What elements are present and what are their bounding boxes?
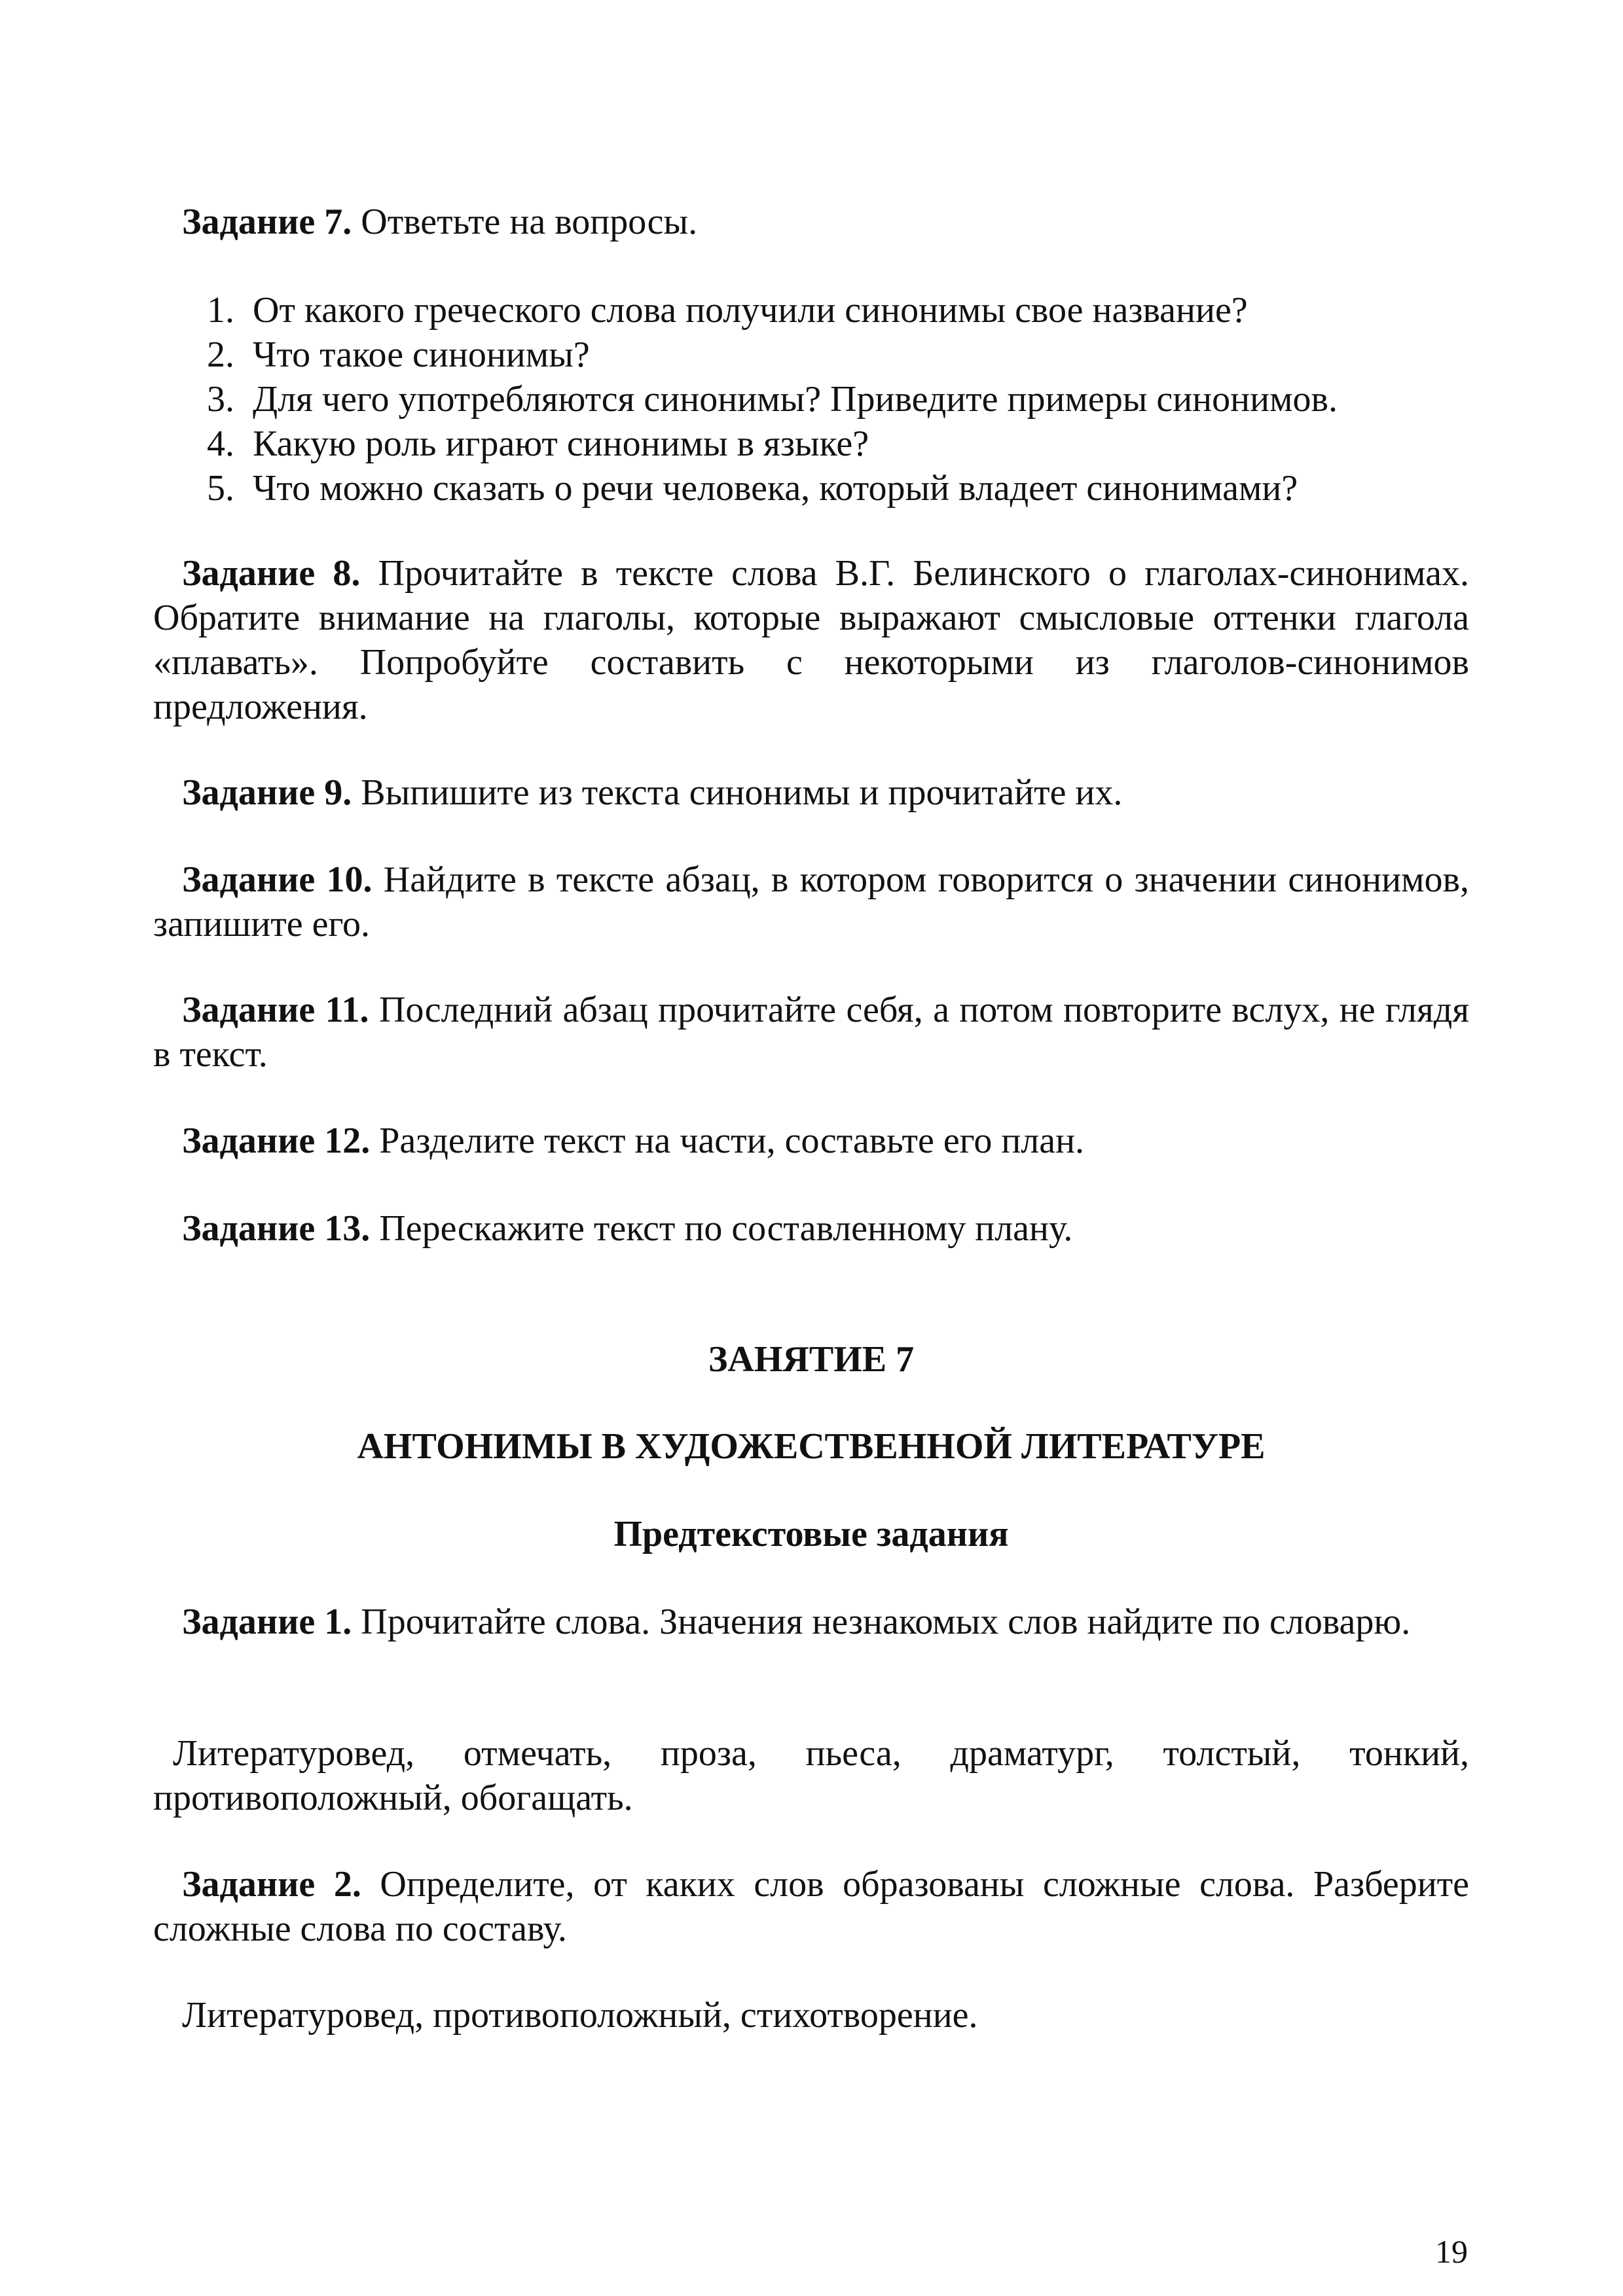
task-12-text: Разделите текст на части, составьте его план. (379, 1121, 1085, 1161)
lesson-subtitle: Предтекстовые задания (613, 1514, 1009, 1554)
task-7-label: Задание 7. (182, 202, 352, 242)
list-item: 1. От какого греческого слова получили синонимы свое название? (207, 290, 1248, 331)
task-13-label: Задание 13. (182, 1208, 371, 1249)
task-7 (153, 200, 1469, 244)
list-item: 4. Какую роль играют синонимы в языке? (207, 423, 869, 464)
task-9-text: Выпишите из текста синонимы и прочитайте их. (361, 772, 1123, 813)
task-11-label: Задание 11. (182, 990, 369, 1030)
lesson-number: ЗАНЯТИЕ 7 (708, 1339, 915, 1380)
task-2-text: Определите, от каких слов образованы сложные слова. Разберите сложные слова по составу. (153, 1864, 1470, 1949)
task-2-label: Задание 2. (182, 1864, 361, 1905)
word-list-1: Литературовед, отмечать, проза, пьеса, драматург, толстый, тонкий, противоположный, обогащать. (153, 1733, 1469, 1818)
task-9 (153, 770, 1469, 815)
task-12 (153, 1119, 1469, 1163)
questions-list (207, 288, 1469, 511)
task-10-label: Задание 10. (182, 859, 373, 900)
list-item: 5. Что можно сказать о речи человека, который владеет синонимами? (207, 468, 1298, 509)
task-8-label: Задание 8. (182, 553, 361, 594)
task-11-text: Последний абзац прочитайте себя, а потом повторите вслух, не глядя в текст. (153, 990, 1469, 1075)
task-7-text: Ответьте на вопросы. (361, 202, 698, 242)
task-8 (153, 551, 1469, 729)
task-10-text: Найдите в тексте абзац, в котором говорится о значении синонимов, запишите его. (153, 859, 1469, 944)
task-10 (153, 857, 1469, 946)
task-11 (153, 988, 1469, 1077)
list-item: 2. Что такое синонимы? (207, 334, 590, 375)
task-1-label: Задание 1. (182, 1602, 352, 1642)
lesson-title: АНТОНИМЫ В ХУДОЖЕСТВЕННОЙ ЛИТЕРАТУРЕ (357, 1426, 1266, 1467)
list-item: 3. Для чего употребляются синонимы? Приведите примеры синонимов. (207, 379, 1338, 420)
task-13 (153, 1206, 1469, 1251)
document-page (153, 0, 1469, 2296)
task-9-label: Задание 9. (182, 772, 352, 813)
word-list-2: Литературовед, противоположный, стихотворение. (182, 1995, 978, 2036)
task-1-text: Прочитайте слова. Значения незнакомых слов найдите по словарю. (361, 1602, 1411, 1642)
task-1 (153, 1600, 1469, 1644)
task-8-text: Прочитайте в тексте слова В.Г. Белинского о глаголах-синонимах. Обратите внимание на глаголы, которые выражают смысловые оттенки глагола «плавать». Попробуйте составить с некоторыми из глаголов-синонимов предложения. (153, 553, 1470, 727)
task-12-label: Задание 12. (182, 1121, 371, 1161)
task-2 (153, 1862, 1469, 1951)
task-13-text: Перескажите текст по составленному плану. (379, 1208, 1073, 1249)
page-number: 19 (1435, 2233, 1468, 2270)
